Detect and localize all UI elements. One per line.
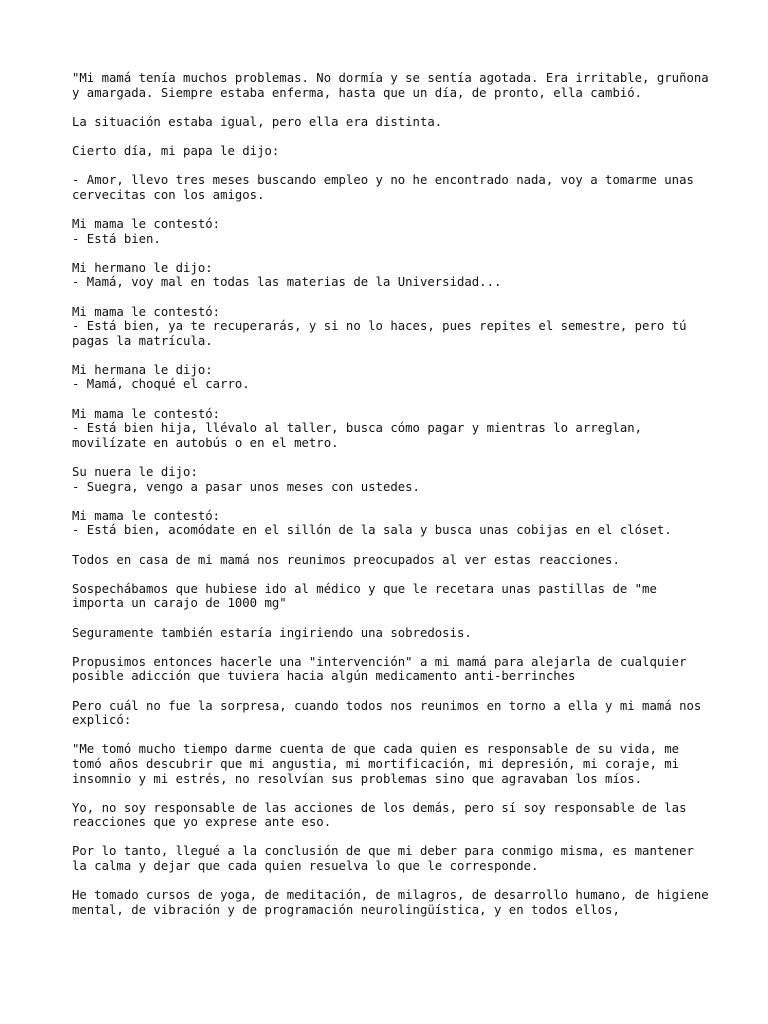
paragraph: Por lo tanto, llegué a la conclusión de que mi deber para conmigo misma, es mantener la calma y dejar que cada quien resuelva lo que le corresponde. — [72, 844, 702, 874]
paragraph: "Me tomó mucho tiempo darme cuenta de que cada quien es responsable de su vida, me tomó años descubrir que mi angustia, mi mortificación, mi depresión, mi coraje, mi insomnio y mi estrés, no resolvían sus problemas sino que agravaban los míos. — [72, 742, 687, 786]
paragraph: Propusimos entonces hacerle una "intervención" a mi mamá para alejarla de cualquier posible adicción que tuviera hacia algún medicamento anti-berrinches — [72, 654, 694, 684]
paragraph: Seguramente también estaría ingiriendo una sobredosis. — [72, 625, 472, 640]
paragraph: Mi mama le contestó: - Está bien, ya te recuperarás, y si no lo haces, pues repites el semestre, pero tú pagas la matrícula. — [72, 304, 687, 348]
paragraph: He tomado cursos de yoga, de meditación, de milagros, de desarrollo humano, de higiene mental, de vibración y de programación neurolingüística, y en todos ellos, — [72, 888, 717, 917]
paragraph: Mi hermano le dijo: - Mamá, voy mal en todas las materias de la Universidad... — [72, 260, 502, 290]
paragraph: Todos en casa de mi mamá nos reunimos preocupados al ver estas reacciones. — [72, 552, 620, 567]
paragraph: Mi mama le contestó: - Está bien, acomódate en el sillón de la sala y busca unas cobijas en el clóset. — [72, 508, 672, 538]
paragraph: "Mi mamá tenía muchos problemas. No dormía y se sentía agotada. Era irritable, gruñona y amargada. Siempre estaba enferma, hasta que un día, de pronto, ella cambió. — [72, 71, 717, 100]
document-body — [72, 71, 717, 932]
paragraph: - Amor, llevo tres meses buscando empleo y no he encontrado nada, voy a tomarme unas cervecitas con los amigos. — [72, 173, 702, 202]
paragraph: Sospechábamos que hubiese ido al médico y que le recetara unas pastillas de "me importa un carajo de 1000 mg" — [72, 581, 665, 611]
paragraph: Pero cuál no fue la sorpresa, cuando todos nos reunimos en torno a ella y mi mamá nos explicó: — [72, 698, 709, 728]
paragraph: Mi hermana le dijo: - Mamá, choqué el carro. — [72, 362, 250, 392]
paragraph: Mi mama le contestó: - Está bien hija, llévalo al taller, busca cómo pagar y mientras lo arreglan, movilízate en autobús o en el metro. — [72, 406, 643, 450]
paragraph: Cierto día, mi papa le dijo: — [72, 143, 280, 158]
paragraph: Yo, no soy responsable de las acciones de los demás, pero sí soy responsable de las reacciones que yo exprese ante eso. — [72, 800, 694, 830]
paragraph: La situación estaba igual, pero ella era distinta. — [72, 114, 443, 129]
paragraph: Mi mama le contestó: - Está bien. — [72, 216, 221, 246]
paragraph: Su nuera le dijo: - Suegra, vengo a pasar unos meses con ustedes. — [72, 465, 420, 494]
